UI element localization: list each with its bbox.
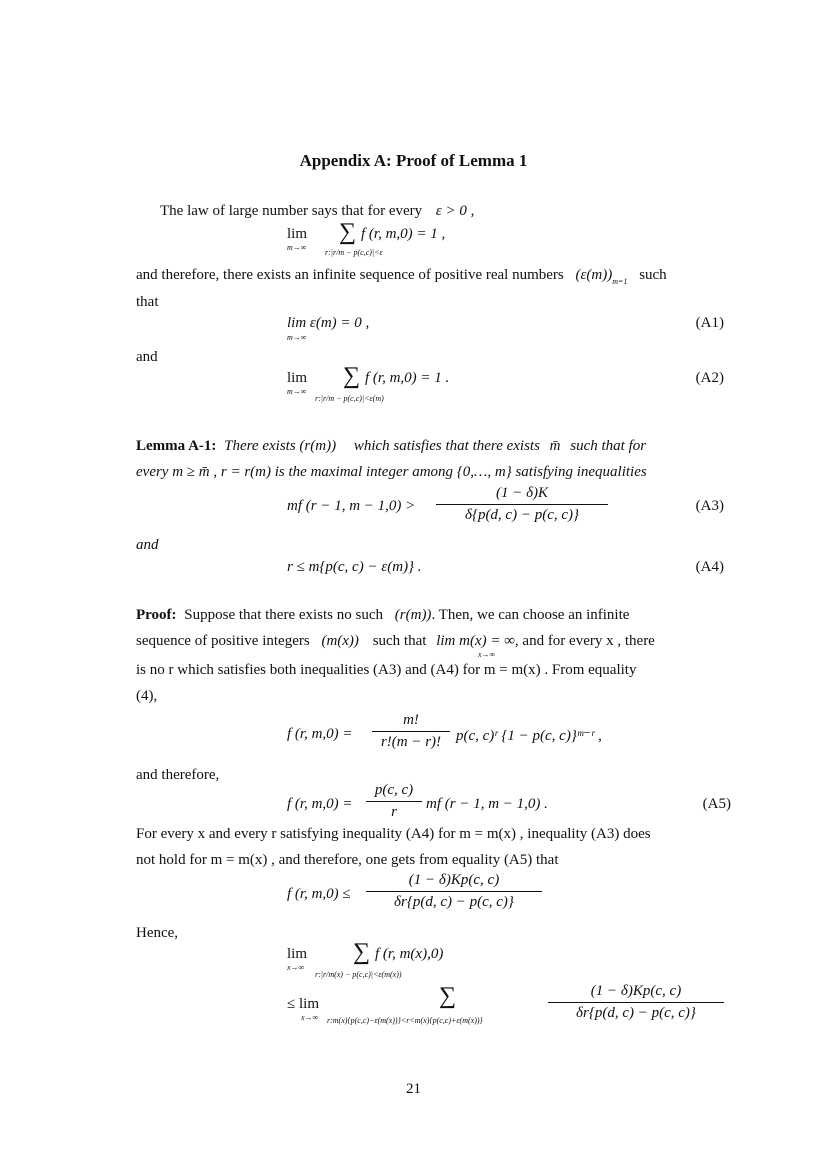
- sum-subscript: r:|r/m(x) − p(c,c)|<ε(m(x)): [315, 970, 402, 979]
- sum-symbol: ∑: [343, 363, 361, 389]
- equation-4-left: f (r, m,0) =: [287, 726, 353, 742]
- equation-lln: [287, 219, 446, 257]
- equation-label-A5: (A5): [702, 796, 731, 812]
- equation-A4: r ≤ m{p(c, c) − ε(m)} .: [287, 559, 422, 575]
- text-span: such: [639, 267, 667, 283]
- lim-operator: lim: [287, 226, 308, 242]
- lim-subscript: x→∞: [301, 1013, 319, 1022]
- proof-line1: [136, 607, 629, 624]
- equation-A5-left: f (r, m,0) =: [287, 796, 353, 812]
- paragraph-sequence: [136, 267, 667, 284]
- math-inline: (m(x)): [321, 633, 359, 649]
- lim-operator: ≤ lim: [287, 996, 319, 1012]
- fraction-bar: [366, 891, 542, 892]
- text-span: , and for every x , there: [514, 633, 655, 649]
- equation-C: [287, 939, 444, 979]
- text-span: such that: [372, 633, 427, 649]
- math-expr: f (r, m,0) = 1 .: [365, 370, 450, 386]
- math-expr: f (r, m,0) = 1 ,: [361, 226, 446, 242]
- sum-symbol: ∑: [353, 939, 371, 965]
- equation-A5-fraction: [366, 782, 422, 821]
- equation-A2: [287, 363, 450, 403]
- proof-line3: is no r which satisfies both inequalities (A3) and (A4) for m = m(x) . From equality: [136, 662, 637, 678]
- text-line: and: [136, 349, 158, 365]
- equation-A3-left: mf (r − 1, m − 1,0) >: [287, 498, 416, 514]
- section-title: Appendix A: Proof of Lemma 1: [299, 151, 528, 170]
- lemma-statement-line1: [136, 438, 646, 455]
- paragraph-lln: [160, 203, 474, 220]
- text-span: which satisfies that there exists: [353, 438, 540, 454]
- fraction-bar: [548, 1002, 724, 1003]
- proof-line2: [136, 633, 655, 650]
- text-span: Suppose that there exists no such: [184, 607, 384, 623]
- math-expr: f (r, m(x),0): [375, 946, 444, 962]
- paragraph-line: not hold for m = m(x) , and therefore, one gets from equality (A5) that: [136, 852, 559, 868]
- sum-symbol: ∑: [439, 983, 457, 1009]
- fraction-numerator: m!: [403, 712, 419, 728]
- equation-B-left: f (r, m,0) ≤: [287, 886, 351, 902]
- equation-label-A2: (A2): [695, 370, 724, 386]
- lemma-statement-line2: every m ≥ m̄ , r = r(m) is the maximal integer among {0,…, m} satisfying inequalities: [136, 464, 647, 480]
- fraction-numerator: (1 − δ)K: [495, 485, 549, 501]
- equation-A1: lim ε(m) = 0 ,: [287, 315, 370, 331]
- text-span: . Then, we can choose an infinite: [431, 607, 630, 623]
- fraction-denominator: δr{p(d, c) − p(c, c)}: [576, 1005, 696, 1021]
- lim-subscript: x→∞: [478, 650, 496, 659]
- paragraph-line: For every x and every r satisfying inequality (A4) for m = m(x) , inequality (A3) does: [136, 826, 651, 842]
- equation-A5-right: mf (r − 1, m − 1,0) .: [426, 796, 548, 812]
- page-number: 21: [406, 1081, 421, 1097]
- fraction-denominator: r: [391, 804, 397, 820]
- lemma-label: Lemma A-1:: [136, 438, 217, 454]
- lim-operator: lim: [287, 946, 308, 962]
- math-inline: ε > 0 ,: [435, 203, 475, 219]
- fraction-bar: [436, 504, 608, 505]
- math-inline: lim m(x) = ∞: [436, 633, 515, 649]
- sum-symbol: ∑: [339, 219, 357, 245]
- math-inline: (r(m)): [394, 607, 432, 623]
- fraction-denominator: δr{p(d, c) − p(c, c)}: [394, 894, 514, 910]
- lim-subscript: m→∞: [287, 243, 307, 252]
- text-span: sequence of positive integers: [136, 633, 310, 649]
- text-line: and therefore,: [136, 767, 220, 783]
- fraction-numerator: (1 − δ)Kp(c, c): [408, 872, 500, 888]
- fraction-numerator: (1 − δ)Kp(c, c): [590, 983, 682, 999]
- equation-D-fraction: [548, 983, 724, 1022]
- equation-4-right: p(c, c)ʳ {1 − p(c, c)}ᵐ⁻ʳ ,: [456, 728, 602, 744]
- equation-label-A3: (A3): [695, 498, 724, 514]
- text-span: There exists (r(m)): [224, 438, 337, 454]
- text-span: The law of large number says that for every: [160, 203, 423, 219]
- math-inline: (ε(m)): [575, 267, 613, 283]
- fraction-denominator: r!(m − r)!: [380, 734, 442, 750]
- equation-A3-fraction: [436, 485, 608, 524]
- lim-subscript: m→∞: [287, 333, 307, 342]
- equation-4-fraction: [372, 712, 450, 751]
- text-line: Hence,: [136, 925, 179, 941]
- sum-subscript: r:m(x){p(c,c)−ε(m(x))}<r<m(x){p(c,c)+ε(m(x))}: [327, 1016, 483, 1025]
- fraction-bar: [372, 731, 450, 732]
- fraction-bar: [366, 801, 422, 802]
- fraction-numerator: p(c, c): [374, 782, 414, 798]
- proof-label: Proof:: [136, 607, 177, 623]
- text-line: that: [136, 294, 159, 310]
- equation-label-A4: (A4): [695, 559, 724, 575]
- text-span: and therefore, there exists an infinite sequence of positive real numbers: [136, 267, 564, 283]
- lim-operator: lim: [287, 370, 308, 386]
- text-line: and: [136, 537, 159, 553]
- math-inline: m̄: [549, 438, 561, 454]
- lim-subscript: m→∞: [287, 387, 307, 396]
- equation-label-A1: (A1): [695, 315, 724, 331]
- proof-line4: (4),: [136, 688, 158, 704]
- fraction-denominator: δ{p(d, c) − p(c, c)}: [464, 507, 580, 523]
- equation-B-fraction: [366, 872, 542, 911]
- equation-D: [287, 983, 483, 1025]
- subscript: m=1: [612, 277, 628, 286]
- sum-subscript: r:|r/m − p(c,c)|<ε: [325, 248, 383, 257]
- text-span: such that for: [570, 438, 647, 454]
- lim-subscript: x→∞: [287, 963, 305, 972]
- sum-subscript: r:|r/m − p(c,c)|<ε(m): [315, 394, 384, 403]
